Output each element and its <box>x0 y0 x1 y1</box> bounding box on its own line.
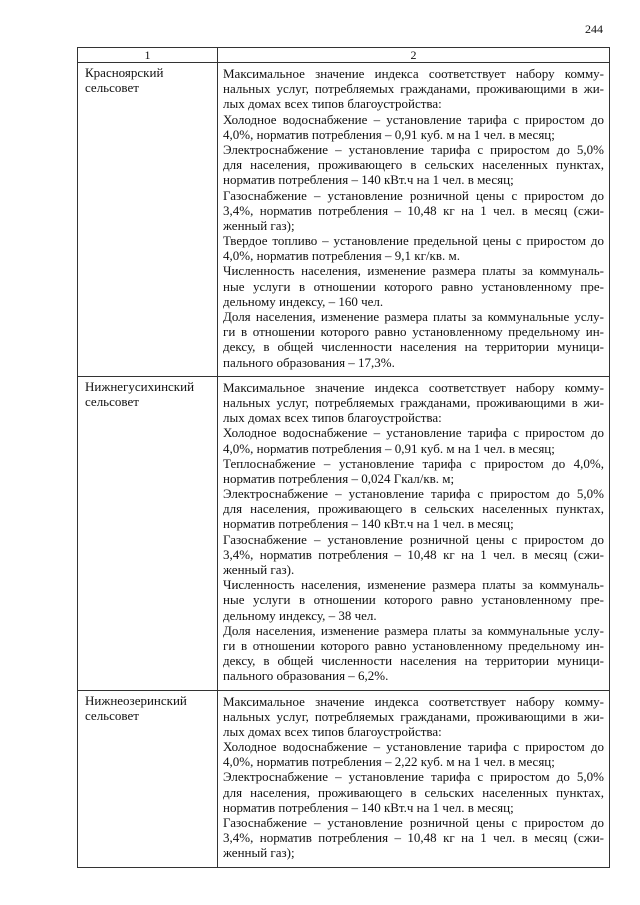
text-line: 3,4%, норматив потребления – 10,48 кг на 1 чел. в месяц (сжи- <box>223 546 604 562</box>
text-line: Электроснабжение – установление тарифа с приростом до 5,0% <box>223 486 604 502</box>
text-line: лых домах всех типов благоустройства: <box>223 96 442 112</box>
table-row <box>78 63 610 377</box>
text-line: для населения, проживающего в сельских населенных пунктах, <box>223 157 604 173</box>
text-line: Максимальное значение индекса соответствует набору комму- <box>223 379 604 395</box>
tariff-table <box>77 47 610 868</box>
text-line: Численность населения, изменение размера платы за коммуналь- <box>223 577 604 593</box>
text-line: нальных услуг, потребляемых гражданами, проживающими в жи- <box>223 708 604 724</box>
text-line: Электроснабжение – установление тарифа с приростом до 5,0% <box>223 769 604 785</box>
text-line: Максимальное значение индекса соответствует набору комму- <box>223 66 604 81</box>
text-line: женный газ). <box>223 562 295 577</box>
paragraph <box>223 309 604 370</box>
text-line: 4,0%, норматив потребления – 0,91 куб. м на 1 чел. в месяц; <box>223 440 555 456</box>
paragraph <box>223 815 604 861</box>
settlement-cell <box>78 376 218 690</box>
text-line: ные услуги в отношении которого равно установленному пре- <box>223 592 604 608</box>
settlement-name <box>78 691 217 723</box>
table-row <box>78 690 610 867</box>
settlement-name-line: Красноярский <box>85 65 164 80</box>
settlement-name-line: сельсовет <box>85 80 139 96</box>
header-cell-2: 2 <box>218 48 610 63</box>
text-line: Максимальное значение индекса соответствует набору комму- <box>223 693 604 709</box>
paragraph <box>223 694 604 740</box>
settlement-name-line: сельсовет <box>85 393 139 409</box>
text-line: лых домах всех типов благоустройства: <box>223 723 442 739</box>
text-line: Холодное водоснабжение – установление тарифа с приростом до <box>223 425 604 441</box>
paragraph <box>223 263 604 309</box>
text-line: 4,0%, норматив потребления – 9,1 кг/кв. м. <box>223 248 460 264</box>
text-line: Теплоснабжение – установление тарифа с приростом до 4,0%, <box>223 455 604 471</box>
text-line: Доля населения, изменение размера платы за коммунальные услу- <box>223 309 604 324</box>
description-cell <box>218 63 610 377</box>
text-line: Холодное водоснабжение – установление тарифа с приростом до <box>223 739 604 755</box>
text-line: лых домах всех типов благоустройства: <box>223 410 442 426</box>
settlement-name-line: сельсовет <box>85 707 139 723</box>
text-line: дельному индексу, – 160 чел. <box>223 293 384 309</box>
text-line: Электроснабжение – установление тарифа с приростом до 5,0% <box>223 141 604 157</box>
paragraph <box>223 380 604 426</box>
paragraph <box>223 142 604 188</box>
text-line: для населения, проживающего в сельских населенных пунктах, <box>223 501 604 517</box>
paragraph <box>223 532 604 578</box>
header-cell-1: 1 <box>78 48 218 63</box>
paragraph <box>223 188 604 234</box>
description-cell <box>218 376 610 690</box>
settlement-name-line: Нижнегусихинский <box>85 378 195 394</box>
text-line: Доля населения, изменение размера платы за коммунальные услу- <box>223 622 604 638</box>
text-line: норматив потребления – 0,024 Гкал/кв. м; <box>223 470 455 486</box>
paragraph <box>223 739 604 769</box>
text-line: норматив потребления – 140 кВт.ч на 1 чел. в месяц; <box>223 516 514 532</box>
text-line: ные услуги в отношении которого равно установленному пре- <box>223 278 604 294</box>
text-line: ги в отношении которого равно установленному предельному ин- <box>223 324 604 340</box>
text-line: Твердое топливо – установление предельной цены с приростом до <box>223 233 604 249</box>
text-line: 3,4%, норматив потребления – 10,48 кг на 1 чел. в месяц (сжи- <box>223 830 604 846</box>
paragraph <box>223 66 604 112</box>
paragraph <box>223 623 604 684</box>
text-line: Газоснабжение – установление розничной цены с приростом до <box>223 815 604 830</box>
text-line: женный газ); <box>223 217 295 233</box>
text-line: дексу, в общей численности населения на территории муници- <box>223 653 604 669</box>
paragraph <box>223 233 604 263</box>
text-line: пального образования – 6,2%. <box>223 668 389 684</box>
table-header-row <box>78 48 610 63</box>
description-cell <box>218 690 610 867</box>
settlement-cell <box>78 690 218 867</box>
text-line: ги в отношении которого равно установленному предельному ин- <box>223 637 604 653</box>
text-line: пального образования – 17,3%. <box>223 354 395 370</box>
text-line: 3,4%, норматив потребления – 10,48 кг на 1 чел. в месяц (сжи- <box>223 202 604 218</box>
text-line: Газоснабжение – установление розничной цены с приростом до <box>223 531 604 547</box>
settlement-name <box>78 63 217 95</box>
text-line: дексу, в общей численности населения на территории муници- <box>223 339 604 355</box>
settlement-cell <box>78 63 218 377</box>
paragraph <box>223 769 604 815</box>
settlement-name-line: Нижнеозеринский <box>85 692 187 708</box>
settlement-name <box>78 377 217 409</box>
text-line: 4,0%, норматив потребления – 2,22 куб. м на 1 чел. в месяц; <box>223 754 555 770</box>
paragraph <box>223 486 604 532</box>
text-line: 4,0%, норматив потребления – 0,91 куб. м на 1 чел. в месяц; <box>223 126 555 142</box>
paragraph <box>223 425 604 455</box>
paragraph <box>223 577 604 623</box>
text-line: нальных услуг, потребляемых гражданами, проживающими в жи- <box>223 394 604 410</box>
text-line: норматив потребления – 140 кВт.ч на 1 чел. в месяц; <box>223 172 514 188</box>
text-line: дельному индексу, – 38 чел. <box>223 607 377 623</box>
text-line: Численность населения, изменение размера платы за коммуналь- <box>223 263 604 279</box>
text-line: женный газ); <box>223 845 295 861</box>
text-line: норматив потребления – 140 кВт.ч на 1 чел. в месяц; <box>223 799 514 815</box>
text-line: Газоснабжение – установление розничной цены с приростом до <box>223 187 604 203</box>
paragraph <box>223 112 604 142</box>
text-line: Холодное водоснабжение – установление тарифа с приростом до <box>223 111 604 127</box>
text-line: нальных услуг, потребляемых гражданами, проживающими в жи- <box>223 81 604 97</box>
table-row <box>78 376 610 690</box>
paragraph <box>223 456 604 486</box>
page-number: 244 <box>585 22 603 36</box>
text-line: для населения, проживающего в сельских населенных пунктах, <box>223 784 604 800</box>
